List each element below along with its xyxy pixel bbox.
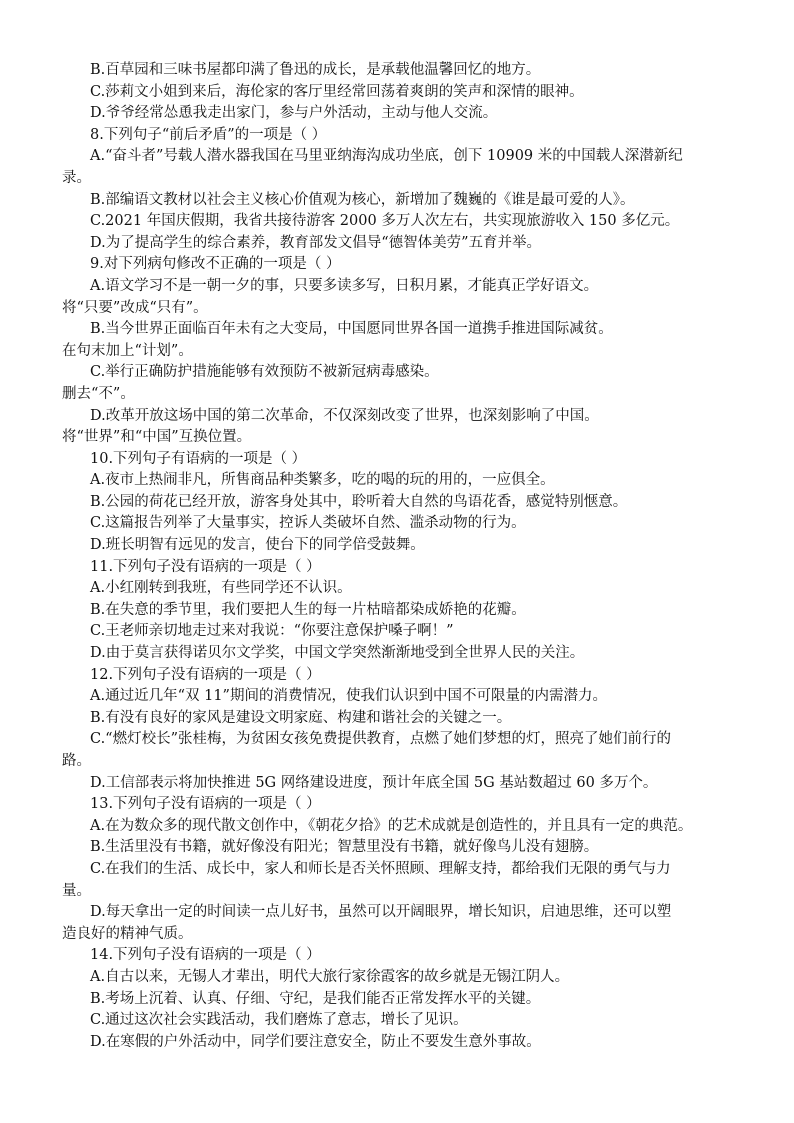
option-line: D.爷爷经常怂恿我走出家门，参与户外活动，主动与他人交流。 [90, 105, 498, 122]
option-line: C.这篇报告列举了大量事实，控诉人类破坏自然、滥杀动物的行为。 [90, 515, 526, 532]
option-line: D.由于莫言获得诺贝尔文学奖，中国文学突然渐渐地受到全世界人民的关注。 [90, 645, 585, 662]
question-heading-10: 10.下列句子有语病的一项是（ ） [90, 450, 307, 467]
question-heading-14: 14.下列句子没有语病的一项是（ ） [90, 947, 321, 964]
revision-note: 在句末加上“计划”。 [62, 342, 193, 359]
option-line: A.夜市上热闹非凡，所售商品种类繁多，吃的喝的玩的用的，一应俱全。 [90, 472, 555, 489]
question-heading-8: 8.下列句子“前后矛盾”的一项是（ ） [90, 126, 327, 143]
option-line-continuation: 量。 [62, 882, 91, 899]
option-line: D.每天拿出一定的时间读一点儿好书，虽然可以开阔眼界，增长知识，启迪思维，还可以塑 [90, 904, 672, 921]
document-page [62, 60, 738, 1053]
revision-note: 将“只要”改成“只有”。 [62, 299, 208, 316]
option-line: C.莎莉文小姐到来后，海伦家的客厅里经常回荡着爽朗的笑声和深情的眼神。 [90, 83, 584, 100]
option-line: D.在寒假的户外活动中，同学们要注意安全，防止不要发生意外事故。 [90, 1033, 541, 1050]
option-line: B.百草园和三味书屋都印满了鲁迅的成长，是承载他温馨回忆的地方。 [90, 62, 541, 78]
option-line: B.公园的荷花已经开放，游客身处其中，聆听着大自然的鸟语花香，感觉特别惬意。 [90, 493, 628, 510]
option-line: C.“燃灯校长”张桂梅，为贫困女孩免费提供教育，点燃了她们梦想的灯，照亮了她们前行的 [90, 731, 672, 748]
option-line: B.部编语文教材以社会主义核心价值观为核心，新增加了魏巍的《谁是最可爱的人》。 [90, 191, 635, 208]
revision-note: 将“世界”和“中国”互换位置。 [62, 429, 252, 446]
option-line: C.2021 年国庆假期，我省共接待游客 2000 多万人次左右，共实现旅游收入 150 多亿元。 [90, 213, 680, 230]
option-line: A.在为数众多的现代散文创作中，《朝花夕拾》的艺术成就是创造性的，并且具有一定的典范。 [90, 817, 693, 834]
option-line: D.班长明智有远见的发言，使台下的同学倍受鼓舞。 [90, 537, 425, 554]
option-line: C.通过这次社会实践活动，我们磨炼了意志，增长了见识。 [90, 1012, 468, 1029]
option-line: A.语文学习不是一朝一夕的事，只要多读多写，日积月累，才能真正学好语文。 [90, 277, 599, 294]
option-line-continuation: 录。 [62, 169, 91, 186]
option-line: B.考场上沉着、认真、仔细、守纪，是我们能否正常发挥水平的关键。 [90, 990, 541, 1007]
option-line: B.有没有良好的家风是建设文明家庭、构建和谐社会的关键之一。 [90, 709, 512, 726]
question-heading-12: 12.下列句子没有语病的一项是（ ） [90, 666, 321, 683]
option-line: A.小红刚转到我班，有些同学还不认识。 [90, 580, 352, 597]
question-heading-13: 13.下列句子没有语病的一项是（ ） [90, 796, 321, 813]
option-line: D.改革开放这场中国的第二次革命，不仅深刻改变了世界，也深刻影响了中国。 [90, 407, 599, 424]
option-line: A.自古以来，无锡人才辈出，明代大旅行家徐霞客的故乡就是无锡江阴人。 [90, 968, 570, 985]
option-line: C.举行正确防护措施能够有效预防不被新冠病毒感染。 [90, 364, 439, 381]
option-line: C.王老师亲切地走过来对我说：“你要注意保护嗓子啊！” [90, 623, 454, 640]
question-heading-11: 11.下列句子没有语病的一项是（ ） [90, 558, 321, 575]
option-line: A.通过近几年“双 11”期间的消费情况，使我们认识到中国不可限量的内需潜力。 [90, 688, 607, 705]
option-line: B.在失意的季节里，我们要把人生的每一片枯暗都染成娇艳的花瓣。 [90, 601, 526, 618]
question-heading-9: 9.对下列病句修改不正确的一项是（ ） [90, 256, 341, 273]
option-line: A.“奋斗者”号载人潜水器我国在马里亚纳海沟成功坐底，创下 10909 米的中国载人深潜新纪 [90, 148, 683, 165]
option-line-continuation: 路。 [62, 753, 91, 769]
option-line: B.生活里没有书籍，就好像没有阳光；智慧里没有书籍，就好像鸟儿没有翅膀。 [90, 839, 599, 856]
option-line: D.工信部表示将加快推进 5G 网络建设进度，预计年底全国 5G 基站数超过 60 多万个。 [90, 774, 658, 791]
revision-note: 删去“不”。 [62, 385, 135, 402]
option-line: D.为了提高学生的综合素养，教育部发文倡导“德智体美劳”五育并举。 [90, 234, 542, 251]
option-line: C.在我们的生活、成长中，家人和师长是否关怀照顾、理解支持，都给我们无限的勇气与力 [90, 860, 671, 877]
option-line: B.当今世界正面临百年未有之大变局，中国愿同世界各国一道携手推进国际减贫。 [90, 321, 613, 338]
option-line-continuation: 造良好的精神气质。 [62, 925, 193, 942]
